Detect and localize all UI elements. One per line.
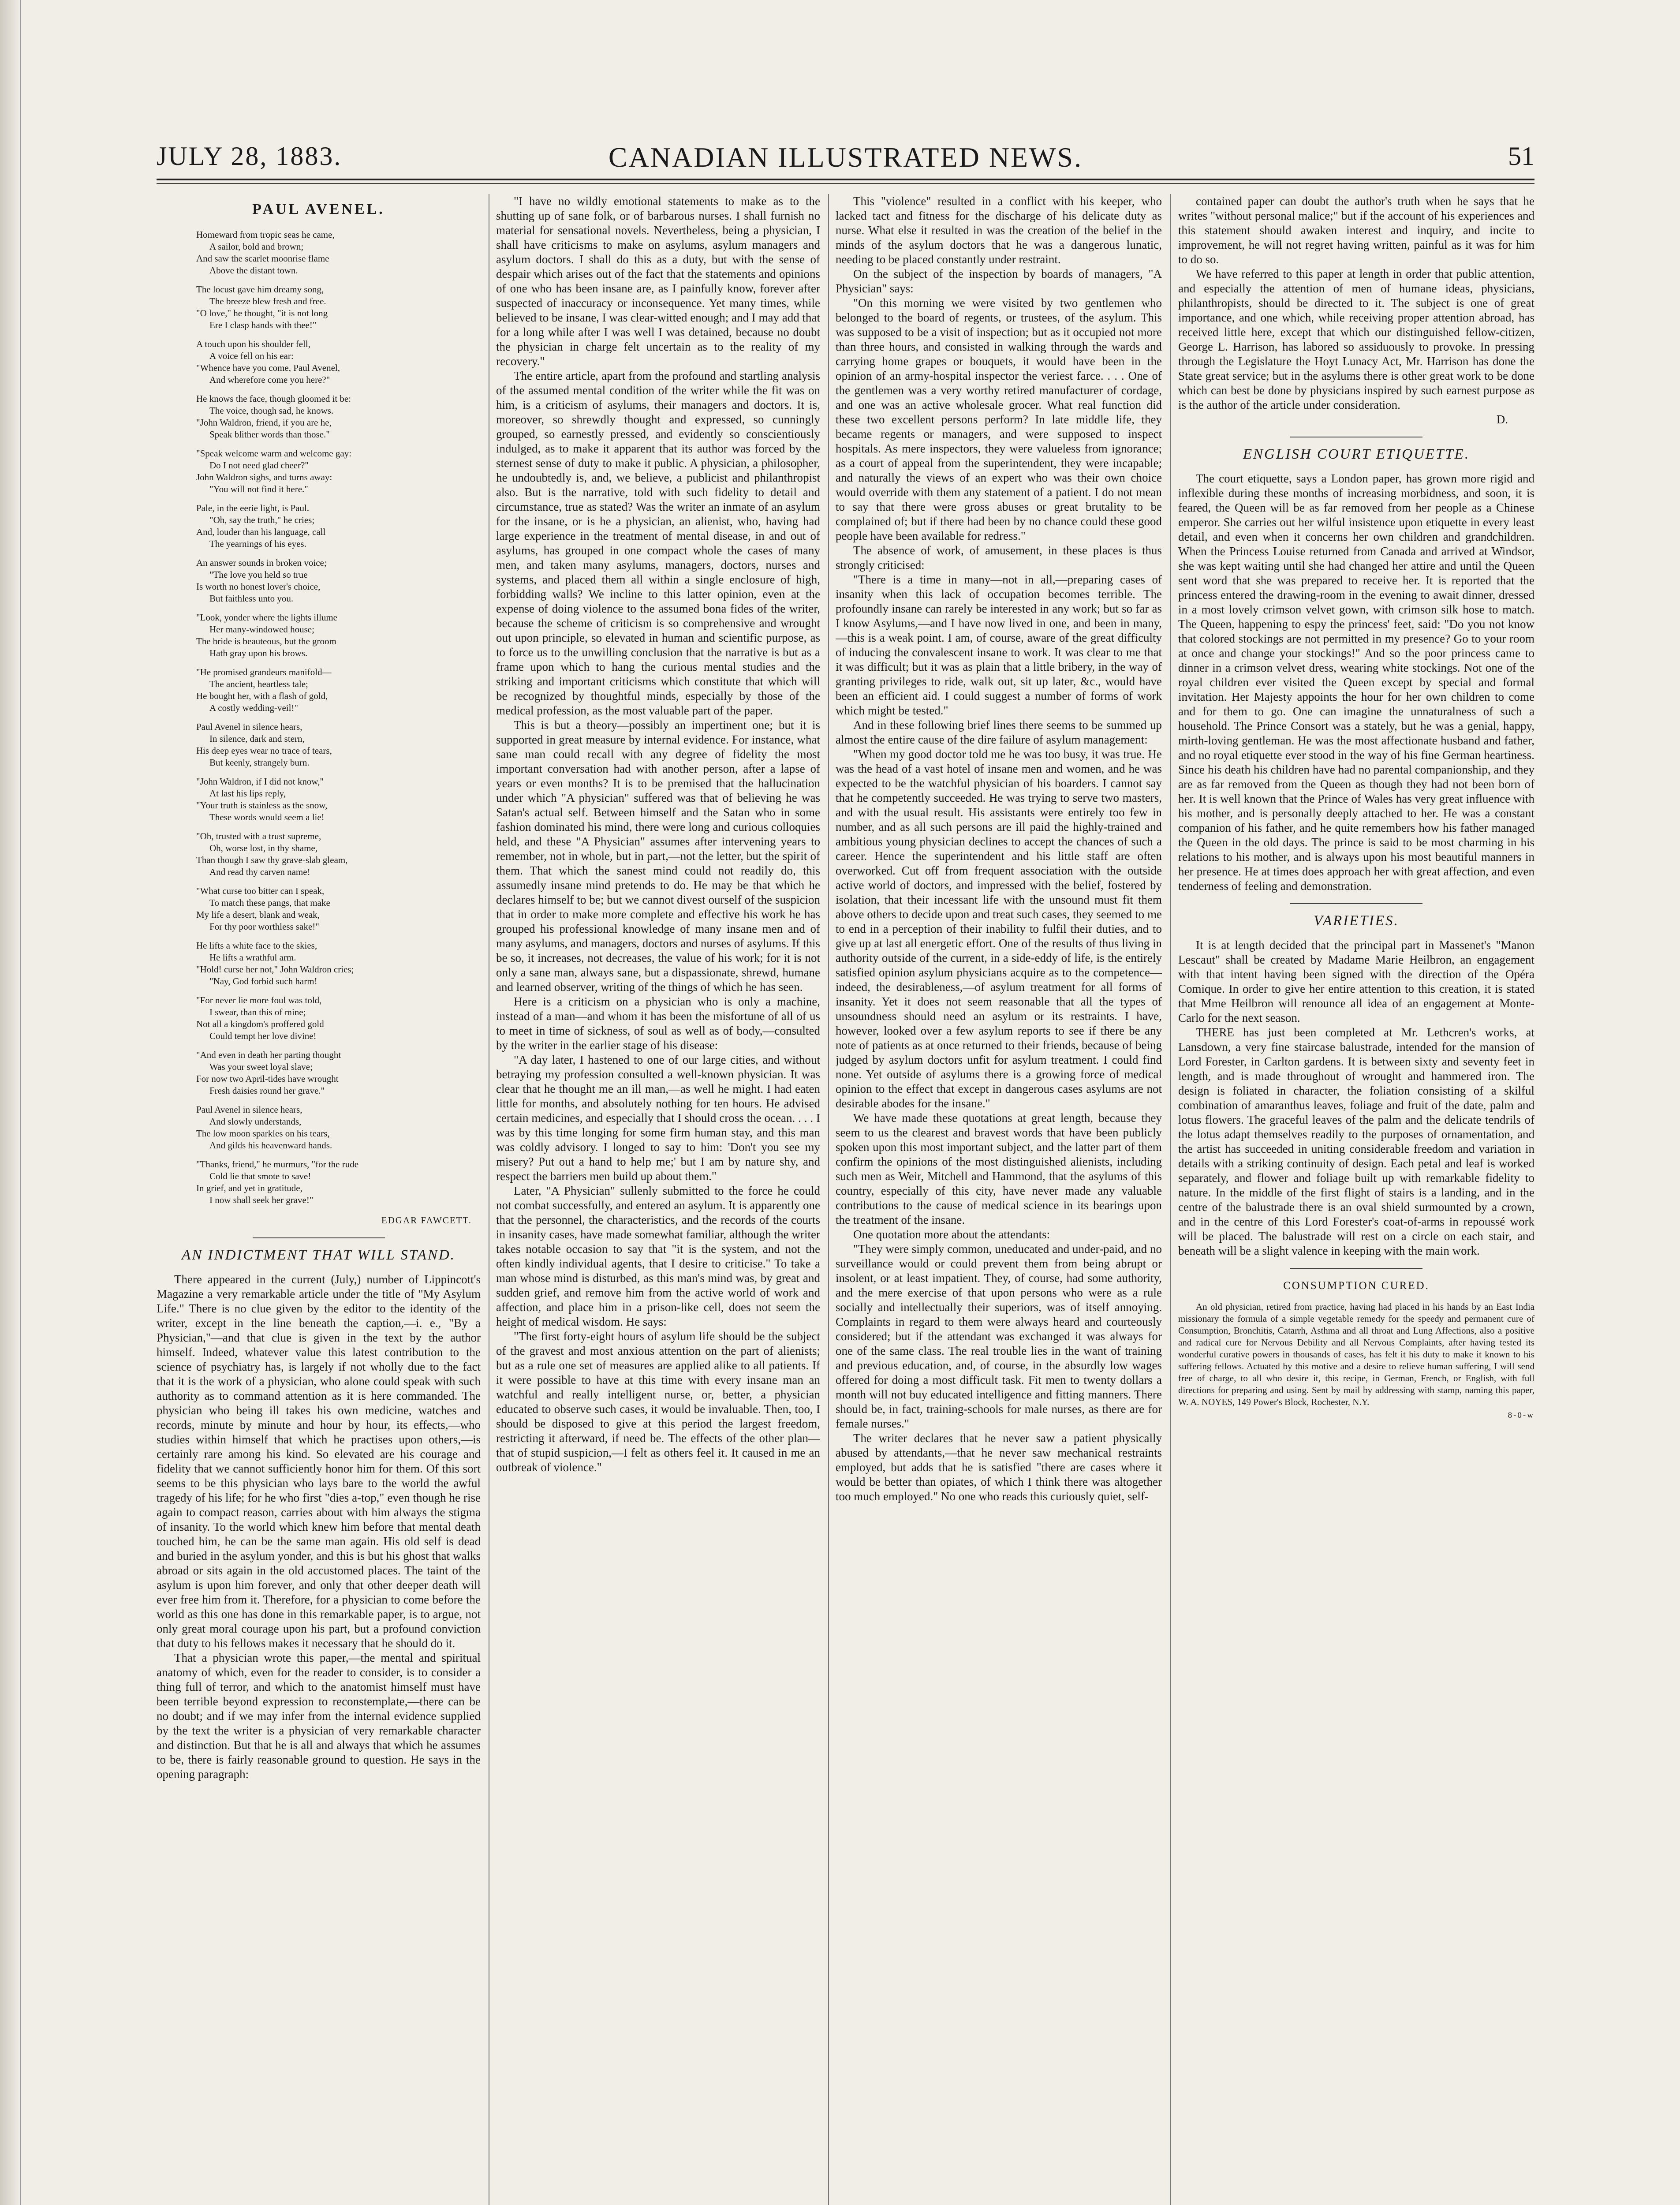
article-paragraph: This is but a theory—possibly an impertinent one; but it is supported in great measure by internal evidence. For instance, what sane man could recall with any degree of fidelity the most important conversation had with another person, after a lapse of years or even months? It is to be premised that the hallucination under which "A physician" suffered was that of believing he was Satan's actual self. Between himself and the Satan who in some fashion dominated his mind, there were long and curious colloquies held, and these "A Physician" assumes after intervening years to remember, not in whole, but in part,—not the letter, but the spirit of them. That which the sanest mind could not readily do, this assumedly insane mind pretends to do. He may be that which he declares himself to be; but we cannot divest ourself of the suspicion that in order to make more complete and effective his work he has grouped his professional knowledge of many insane men and of many asylums, and managers, doctors and nurses of asylums. If this be so, it increases, not decreases, the value of his work; for it is not only a sane man, always sane, but a dispassionate, shrewd, humane and learned observer, writing of the things of which he has seen. — [496, 718, 820, 994]
advert-code: 8-0-w — [1508, 1411, 1534, 1420]
etiquette-heading: ENGLISH COURT ETIQUETTE. — [1243, 446, 1470, 462]
poem-stanza — [157, 1049, 481, 1097]
article-paragraph: That a physician wrote this paper,—the mental and spiritual anatomy of which, even for the reader to consider, is to consider a thing full of terror, and which to the anatomist himself must have been terrible beyond expression to reconstemplate,—there can be no doubt; and if we may infer from the internal evidence supplied by the text the writer is a physician of very remarkable character and distinction. But that he is all and always that which he assumes to be, there is fairly reasonable ground to question. He says in the opening paragraph: — [157, 1651, 481, 1781]
article-paragraph: This "violence" resulted in a conflict with his keeper, who lacked tact and fitness for the discharge of his delicate duty as nurse. What else it resulted in was the creation of the belief in the minds of the asylum doctors that he was a dangerous lunatic, needing to be placed constantly under restraint. — [836, 194, 1162, 266]
poem-line: The low moon sparkles on his tears, — [196, 1128, 330, 1139]
poem-stanza — [157, 393, 481, 441]
poem-line: But keenly, strangely burn. — [209, 757, 310, 768]
poem-line: I now shall seek her grave!" — [209, 1195, 314, 1205]
poem-line: Is worth no honest lover's choice, — [196, 581, 321, 592]
poem-line: And gilds his heavenward hands. — [209, 1140, 332, 1151]
poem-line: "The love you held so true — [209, 569, 308, 580]
poem-stanza — [157, 448, 481, 495]
poem-line: Pale, in the eerie light, is Paul. — [196, 503, 310, 513]
poem-line: Do I not need glad cheer?" — [209, 460, 309, 471]
article-body — [157, 1272, 481, 1782]
poem-line: Speak blither words than those." — [209, 429, 330, 440]
poem-stanza — [157, 229, 481, 277]
article-paragraph: "There is a time in many—not in all,—preparing cases of insanity when this lack of occupation becomes terrible. The profoundly insane can rarely be interested in any work; but so far as I know Asylums,—and I have now lived in one, and been in many,—this is a weak point. I am, of course, aware of the great difficulty of inducing the convalescent insane to work. It was clear to me that it was difficult; but it was as plain that a little bribery, in the way of granting privileges to ride, walk out, sit up later, &c., would have been an efficient aid. I could suggest a number of forms of work which might be tested." — [836, 573, 1162, 717]
poem-line: My life a desert, blank and weak, — [196, 909, 320, 920]
poem-line: Could tempt her love divine! — [209, 1031, 317, 1041]
poem-line: Above the distant town. — [209, 265, 298, 276]
article-paragraph: "The first forty-eight hours of asylum life should be the subject of the gravest and most anxious attention on the part of alienists; but as a rule one set of measures are applied alike to all patients. If it were possible to have at this time with every insane man an watchful and really intelligent nurse, or, better, a physician educated to observe such cases, it would be invaluable. Then, too, I should be disposed to give at this period the largest freedom, restricting it afterward, if need be. The effects of the other plan—that of stupid suspicion,—I felt as others feel it. It caused in me an outbreak of violence." — [496, 1330, 820, 1474]
poem-stanza — [157, 830, 481, 878]
varieties-paragraph: THERE has just been completed at Mr. Lethcren's works, at Lansdown, a very fine staircase balustrade, intended for the mansion of Lord Forester, in Carlton gardens. It is between sixty and seventy feet in length, and is made throughout of wrought and hammered iron. The design is foliated in character, the foliation consisting of a skilful combination of amaranthus leaves, foliage and fruit of the date, palm and lotus flowers. The graceful leaves of the palm and the delicate tendrils of the lotus adapt themselves readily to the purposes of ornamentation, and the artist has succeeded in uniting considerable freedom and variation in details with a striking continuity of design. Each petal and leaf is worked separately, and flower and foliage built up with remarkable fidelity to nature. In the middle of the first flight of stairs is a landing, and in the centre of the balustrade there is an oval shield surmounted by a crown, and in the centre of this Lord Forester's coat-of-arms in repoussé work will be placed. The balustrade will rest on a circle on each stair, and beneath will be a slight valence in keeping with the main work. — [1178, 1026, 1534, 1257]
poem-stanza — [157, 721, 481, 769]
poem-line: He lifts a wrathful arm. — [209, 952, 296, 963]
poem-line: "He promised grandeurs manifold— — [196, 667, 332, 677]
poem-line: Her many-windowed house; — [209, 624, 314, 635]
poem-stanza — [157, 557, 481, 605]
etiquette-body — [1178, 471, 1534, 893]
poem-line: Paul Avenel in silence hears, — [196, 1104, 302, 1115]
poem-line: Than though I saw thy grave-slab gleam, — [196, 855, 348, 865]
poem-line: And slowly understands, — [209, 1116, 302, 1127]
article-title: AN INDICTMENT THAT WILL STAND. — [182, 1247, 455, 1263]
article-body-continued — [496, 194, 820, 1475]
varieties-paragraph: It is at length decided that the principal part in Massenet's "Manon Lescaut" shall be created by Madame Marie Heilbron, an engagement with that intent having been signed with the direction of the Opéra Comique. In order to give her entire attention to this creation, it is stated that Mme Heilbron will renounce all idea of an engagement at Monte-Carlo for the next season. — [1178, 938, 1534, 1024]
article-paragraph: The entire article, apart from the profound and startling analysis of the assumed mental condition of the writer while the fit was on him, is a criticism of asylums, their managers and doctors. It is, moreover, so shrewdly thought and expressed, so cunningly grouped, so earnestly pressed, and evidently so conscientiously indulged, as to make it apparent that its author was forced by the sternest sense of duty to make it public. A physician, a philosopher, he undoubtedly is, and, we believe, a publicist and philanthropist also. But is the narrative, told with such fidelity to detail and circumstance, true as stated? Was the writer an inmate of an asylum for the insane, or is he a physician, an alienist, who, having had large experience in the treatment of mental disease, in and out of asylums, has grouped in one compact whole the cases of many men, and taken many asylums, managers, doctors, nurses and systems, and placed them all within a single enclosure of high, forbidding walls? We incline to this latter opinion, even at the expense of doing violence to the assumed bona fides of the writer, because the scheme of criticism is so comprehensive and wrought out upon principle, so elevated in human and scientific purpose, as to force us to the unwilling conclusion that the narrative is but as a frame upon which to hang the curious mental studies and the striking and important criticisms which constitute that which will be recognized by thoughtful minds, especially by those of the medical profession, as the most valuable part of the paper. — [496, 369, 820, 717]
article-paragraph: The writer declares that he never saw a patient physically abused by attendants,—that he never saw mechanical restraints employed, but adds that he is satisfied "there are cases where it would be better than opiates, of which I think there was altogether too much employed." No one who reads this curiously quiet, self- — [836, 1431, 1162, 1503]
article-signature: D. — [1496, 413, 1508, 426]
poem-stanza — [157, 284, 481, 331]
poem-line: In grief, and yet in gratitude, — [196, 1183, 302, 1193]
poem-line: He bought her, with a flash of gold, — [196, 691, 328, 701]
article-paragraph: "They were simply common, uneducated and under-paid, and no surveillance would or could prevent them from being abrupt or insolent, or at least impatient. They, of course, had some authority, and the mere exercise of that upon persons who were as a rule socially and intellectually their superiors, was of itself annoying. Complaints in regard to them were always heard and courteously considered; but if the attendant was exchanged it was always for one of the same class. The real trouble lies in the want of training and previous education, and, of course, in the absurdly low wages offered for doing a most difficult task. Fit men to twenty dollars a month will not buy educated intelligence and fitting manners. There should be, in fact, training-schools for male nurses, as there are for female nurses." — [836, 1242, 1162, 1430]
poem-line: And wherefore come you here?" — [209, 374, 330, 385]
poem-line: Cold lie that smote to save! — [209, 1171, 311, 1181]
poem-line: Fresh daisies round her grave." — [209, 1085, 325, 1096]
article-paragraph: And in these following brief lines there seems to be summed up almost the entire cause of the dire failure of asylum management: — [836, 718, 1162, 746]
article-paragraph: On the subject of the inspection by boards of managers, "A Physician" says: — [836, 267, 1162, 295]
poem-stanza — [157, 1104, 481, 1151]
varieties-heading: VARIETIES. — [1314, 913, 1399, 929]
poem-line: I swear, than this of mine; — [209, 1007, 306, 1017]
poem-author: EDGAR FAWCETT. — [381, 1215, 472, 1226]
column-rule — [828, 194, 829, 2205]
poem-line: "Nay, God forbid such harm! — [209, 976, 317, 987]
poem-line: "Thanks, friend," he murmurs, "for the rude — [196, 1159, 359, 1170]
article-paragraph: contained paper can doubt the author's truth when he says that he writes "without personal malice;" but if the account of his experiences and this statement should awaken interest and inquiry, and incite to improvement, he will not regret having written, painful as it was for him to do so. — [1178, 194, 1534, 266]
poem-line: Ere I clasp hands with thee!" — [209, 320, 317, 330]
poem-line: He lifts a white face to the skies, — [196, 940, 317, 951]
article-paragraph: "When my good doctor told me he was too busy, it was true. He was the head of a vast hotel of insane men and women, and he was expected to be the watchful physician of his boarders. I cannot say that he competently succeeded. He was trying to serve two masters, and with the usual result. His assistants were entirely too few in number, and as all such persons are ill paid the highly-trained and ambitious young physician declines to accept the chances of such a career. Hence the superintendent and his little staff are often overworked. Cut off from frequent association with the outside active world of doctors, and impressed with the belief, fostered by isolation, that their incessant life with the unsound must fit them above others to decide upon and treat such cases, they seemed to me to end in a perception of their inability to fulfil their duties, and to give up at last all energetic effort. One of the results of thus living in authority outside of the current, in a side-eddy of life, is the entirely satisfied opinion asylum physicians acquire as to the competence—indeed, the desirableness,—of asylum treatment for all forms of insanity. Yet it does not seem reasonable that all the types of unsoundness should need an asylum or its restraints. I have, however, looked over a few asylum reports to see if there be any note of patients as at once returned to their friends, because of being judged by asylum doctors unfit for asylum treatment. I could find none. Yet outside of asylums there is a growing force of medical opinion to the effect that except in dangerous cases asylums are not desirable abodes for the insane." — [836, 747, 1162, 1110]
poem-line: The ancient, heartless tale; — [209, 679, 308, 689]
poem-stanza — [157, 885, 481, 933]
column-3 — [836, 194, 1162, 2205]
poem-line: And read thy carven name! — [209, 867, 310, 877]
poem-line: A sailor, bold and brown; — [209, 241, 304, 252]
poem-line: "You will not find it here." — [209, 484, 308, 494]
advert-heading: CONSUMPTION CURED. — [1283, 1280, 1430, 1292]
poem-line: John Waldron sighs, and turns away: — [196, 472, 332, 482]
poem-body — [157, 229, 481, 1206]
poem-line: His deep eyes wear no trace of tears, — [196, 745, 332, 756]
article-paragraph: There appeared in the current (July,) number of Lippincott's Magazine a very remarkable article under the title of "My Asylum Life." There is no clue given by the editor to the identity of the writer, except in the line beneath the caption,—i. e., "By a Physician,"—and that clue is given in the text by the author himself. Indeed, whatever value this latest contribution to the science of psychiatry has, is largely if not wholly due to the fact that it is the work of a physician, who alone could speak with such authority as to command attention as it is here commanded. The physician who being ill takes his own medicine, watches and records, minute by minute and hour by hour, its effects,—who studies within himself that which he practises upon others,—is certainly rare among his kind. So elevated are his courage and fidelity that we cannot sufficiently honor him for them. Of this sort seems to be this physician who lays bare to the world the awful tragedy of his life; for he who first "dies a-top," even though he rise again to compact reason, carries about with him always the stigma of insanity. To the world which knew him before that mental death touched him, he can be the same man again. His old self is dead and buried in the asylum yonder, and this is but his ghost that walks abroad or sits again in the old accustomed places. The taint of the asylum is upon him forever, and only that other deeper death will ever free him from it. Therefore, for a physician to come before the world as this one has done in this remarkable paper, is to argue, not only great moral courage upon his part, but a profound conviction that duty to his fellows makes it necessary that he should do it. — [157, 1273, 481, 1650]
poem-line: "Your truth is stainless as the snow, — [196, 800, 328, 811]
section-divider — [1290, 1268, 1422, 1269]
poem-line: A touch upon his shoulder fell, — [196, 339, 310, 349]
etiquette-paragraph: The court etiquette, says a London paper, has grown more rigid and inflexible during these months of increasing morbidness, and soon, it is feared, the Queen will be as far removed from her people as a Chinese emperor. She carries out her wilful insistence upon etiquette in every least detail, and even when it concerns her own children and grandchildren. When the Princess Louise returned from Canada and arrived at Windsor, she was kept waiting until she had changed her attire and until the Queen sent word that she was prepared to receive her. It is reported that the princess entered the drawing-room in the evening to await dinner, dressed in a most lovely crimson velvet gown, with crimson silk hose to match. The Queen, happening to espy the princess' feet, said: "Do you not know that colored stockings are not permitted in my presence? Go to your room at once and change your stockings!" And so the poor princess came to dinner in a crimson velvet dress, wearing white stockings. Not one of the royal children ever visited the Queen except by special and formal invitation. Her Majesty appoints the hour for her own children to come and for them to go. One can imagine the unnaturalness of such a household. The Prince Consort was a stately, but he was a genial, happy, mirth-loving gentleman. He was the most affectionate husband and father, and no royal etiquette ever stood in the way of his fine German heartiness. Since his death his children have had no parental companionship, and they are as far removed from the Queen as though they had not been born of her. It is well known that the Prince of Wales has very great influence with his mother, and is personally deeply attached to her. He was a constant companion of his father, and he quite remembers how his father managed the Queen in the old days. The prince is said to be most charming in his relations to his mother, and is always upon his most beautiful manners in her presence. He at times does approach her with great affection, and even tenderness of feeling and demonstration. — [1178, 472, 1534, 893]
poem-stanza — [157, 502, 481, 550]
article-paragraph: We have referred to this paper at length in order that public attention, and especially the attention of men of humane ideas, physicians, philanthropists, should be directed to it. The subject is one of great importance, and one which, while receiving proper attention abroad, has received little here, except that which our distinguished fellow-citizen, George L. Harrison, has labored so assiduously to provoke. In pressing through the Legislature the Hoyt Lunacy Act, Mr. Harrison has done the State great service; but in the asylums there is other great work to be done which can best be done by physicians inspired by such earnest purpose as is the author of the article under consideration. — [1178, 267, 1534, 411]
poem-line: "Look, yonder where the lights illume — [196, 612, 338, 623]
poem-stanza — [157, 666, 481, 714]
poem-line: The yearnings of his eyes. — [209, 538, 306, 549]
advert-body — [1178, 1301, 1534, 1408]
poem-line: But faithless unto you. — [209, 593, 294, 604]
masthead — [157, 141, 1534, 181]
poem-line: "John Waldron, if I did not know," — [196, 776, 324, 787]
poem-line: In silence, dark and stern, — [209, 733, 305, 744]
poem-line: Not all a kingdom's proffered gold — [196, 1019, 324, 1029]
poem-stanza — [157, 994, 481, 1042]
poem-line: For thy poor worthless sake!" — [209, 921, 319, 932]
poem-stanza — [157, 1159, 481, 1206]
poem-line: Homeward from tropic seas he came, — [196, 229, 335, 240]
poem-line: To match these pangs, that make — [209, 897, 330, 908]
article-paragraph: "On this morning we were visited by two gentlemen who belonged to the board of regents, or trustees, of the asylum. This was supposed to be a visit of inspection; but as it occupied not more than three hours, and consisted in walking through the wards and carrying home grapes or bouquets, it would have been in the opinion of an army-hospital inspector the veriest farce. . . . One of the gentlemen was a very worthy retired manufacturer of cordage, and one was an active wholesale grocer. What real function did these two excellent persons perform? In late middle life, they became regents or managers, and were supposed to inspect hospitals. As mere inspectors, they were valueless from ignorance; as a court of appeal from the superintendent, they were incapable; and naturally the views of an expert who was their own choice would override with them any statement of a patient. I do not mean to say that there were gross abuses or great brutality to be complained of; but if there had been by no chance could these good people have been available for redress." — [836, 296, 1162, 542]
poem-line: "What curse too bitter can I speak, — [196, 886, 325, 896]
poem-title: PAUL AVENEL. — [252, 201, 385, 217]
varieties-body — [1178, 938, 1534, 1258]
poem-line: And, louder than his language, call — [196, 527, 326, 537]
poem-line: "O love," he thought, "it is not long — [196, 308, 328, 318]
poem-stanza — [157, 612, 481, 659]
poem-line: For now two April-tides have wrought — [196, 1073, 339, 1084]
poem-line: "Oh, say the truth," he cries; — [209, 515, 315, 525]
column-1 — [157, 194, 481, 2205]
poem-line: At last his lips reply, — [209, 788, 286, 799]
article-paragraph: "I have no wildly emotional statements to make as to the shutting up of sane folk, or of barbarous nurses. I shall furnish no material for sensational novels. Nevertheless, being a physician, I shall have criticisms to make on asylums, asylum managers and asylum doctors. I shall do this as a duty, but with the sense of despair which arises out of the fact that the statements and opinions of one who has been insane are, as I painfully know, forever after suspected of inaccuracy or inconsequence. Yet many times, while believed to be insane, I was clear-witted enough; and I may add that for a long while after I was well I was detained, because no doubt the physician in charge felt uncertain as to the reality of my recovery." — [496, 194, 820, 368]
poem-line: "Whence have you come, Paul Avenel, — [196, 363, 340, 373]
poem-line: And saw the scarlet moonrise flame — [196, 253, 329, 264]
poem-line: Paul Avenel in silence hears, — [196, 721, 302, 732]
column-2 — [496, 194, 820, 2205]
article-paragraph: The absence of work, of amusement, in these places is thus strongly criticised: — [836, 544, 1162, 572]
article-paragraph: Later, "A Physician" sullenly submitted to the force he could not combat successfully, and entered an asylum. It is apparently one that the personnel, the characteristics, and the records of the courts in insanity cases, have made somewhat familiar, although the writer takes notable occasion to say that "it is the system, and not the often kindly individual agents, that I desire to criticise." To take a man whose mind is disturbed, as this man's mind was, by great and sudden grief, and remove him from the active world of work and affection, and place him in a prison-like cell, does not seem the height of medical wisdom. He says: — [496, 1184, 820, 1328]
poem-stanza — [157, 338, 481, 386]
article-paragraph: "A day later, I hastened to one of our large cities, and without betraying my profession consulted a well-known physician. It was clear that he thought me an ill man,—as well he might. I had eaten little for months, and absolutely nothing for ten hours. He advised certain medicines, and especially that I should cross the ocean. . . . I was by this time longing for some firm human stay, and this man was coldly advisory. I longed to say to him: 'Don't you see my misery? Put out a hand to help me;' but I am by nature shy, and respect the barriers men build up about them." — [496, 1053, 820, 1183]
page-number: 51 — [1508, 142, 1534, 171]
poem-line: An answer sounds in broken voice; — [196, 557, 327, 568]
section-divider — [1290, 903, 1422, 904]
poem-line: The locust gave him dreamy song, — [196, 284, 324, 295]
poem-line: "Hold! curse her not," John Waldron cries; — [196, 964, 354, 975]
masthead-rule — [157, 179, 1534, 184]
poem-stanza — [157, 940, 481, 987]
article-paragraph: One quotation more about the attendants: — [853, 1228, 1050, 1241]
poem-line: Hath gray upon his brows. — [209, 648, 308, 658]
column-rule — [1170, 194, 1171, 2205]
article-conclusion — [1178, 194, 1534, 412]
poem-line: Oh, worse lost, in thy shame, — [209, 843, 317, 853]
advert-text: An old physician, retired from practice, having had placed in his hands by an East India missionary the formula of a simple vegetable remedy for the speedy and permanent cure of Consumption, Bronchitis, Catarrh, Asthma and all throat and Lung Affections, also a positive and radical cure for Nervous Debility and all Nervous Complaints, after having tested its wonderful curative powers in thousands of cases, has felt it his duty to make it known to his suffering fellows. Actuated by this motive and a desire to relieve human suffering, I will send free of charge, to all who desire it, this recipe, in German, French, or English, with full directions for preparing and using. Sent by mail by addressing with stamp, naming this paper, W. A. NOYES, 149 Power's Block, Rochester, N.Y. — [1178, 1301, 1534, 1407]
article-body-continued — [836, 194, 1162, 1504]
binding-edge — [0, 0, 21, 2205]
poem-line: He knows the face, though gloomed it be: — [196, 393, 351, 404]
article-paragraph: Here is a criticism on a physician who is only a machine, instead of a man—and whom it has been the misfortune of all of us to meet in time of sickness, of soul as well as of body,—consulted by the writer in the earlier stage of his disease: — [496, 995, 820, 1052]
poem-line: Was your sweet loyal slave; — [209, 1061, 313, 1072]
poem-line: The bride is beauteous, but the groom — [196, 636, 336, 647]
poem-line: A costly wedding-veil!" — [209, 703, 299, 713]
poem-line: "Speak welcome warm and welcome gay: — [196, 448, 352, 459]
poem-line: A voice fell on his ear: — [209, 351, 294, 361]
column-4 — [1178, 194, 1534, 2205]
poem-line: "John Waldron, friend, if you are he, — [196, 417, 332, 428]
poem-line: "And even in death her parting thought — [196, 1050, 341, 1060]
issue-date: JULY 28, 1883. — [157, 142, 342, 171]
poem-line: These words would seem a lie! — [209, 812, 325, 822]
poem-line: The breeze blew fresh and free. — [209, 296, 326, 306]
article-paragraph: We have made these quotations at great length, because they seem to us the clearest and bravest words that have been publicly spoken upon this most important subject, and the latter part of them confirm the opinions of the most distinguished alienists, including such men as Weir, Mitchell and Hammond, that the asylums of this country, especially of this city, have never made any valuable contributions to the cause of medical science in its bearings upon the treatment of the insane. — [836, 1111, 1162, 1226]
poem-line: "Oh, trusted with a trust supreme, — [196, 831, 321, 841]
poem-line: "For never lie more foul was told, — [196, 995, 322, 1005]
poem-stanza — [157, 776, 481, 823]
section-divider — [253, 1237, 385, 1238]
poem-line: The voice, though sad, he knows. — [209, 405, 334, 416]
newspaper-title: CANADIAN ILLUSTRATED NEWS. — [608, 142, 1083, 173]
